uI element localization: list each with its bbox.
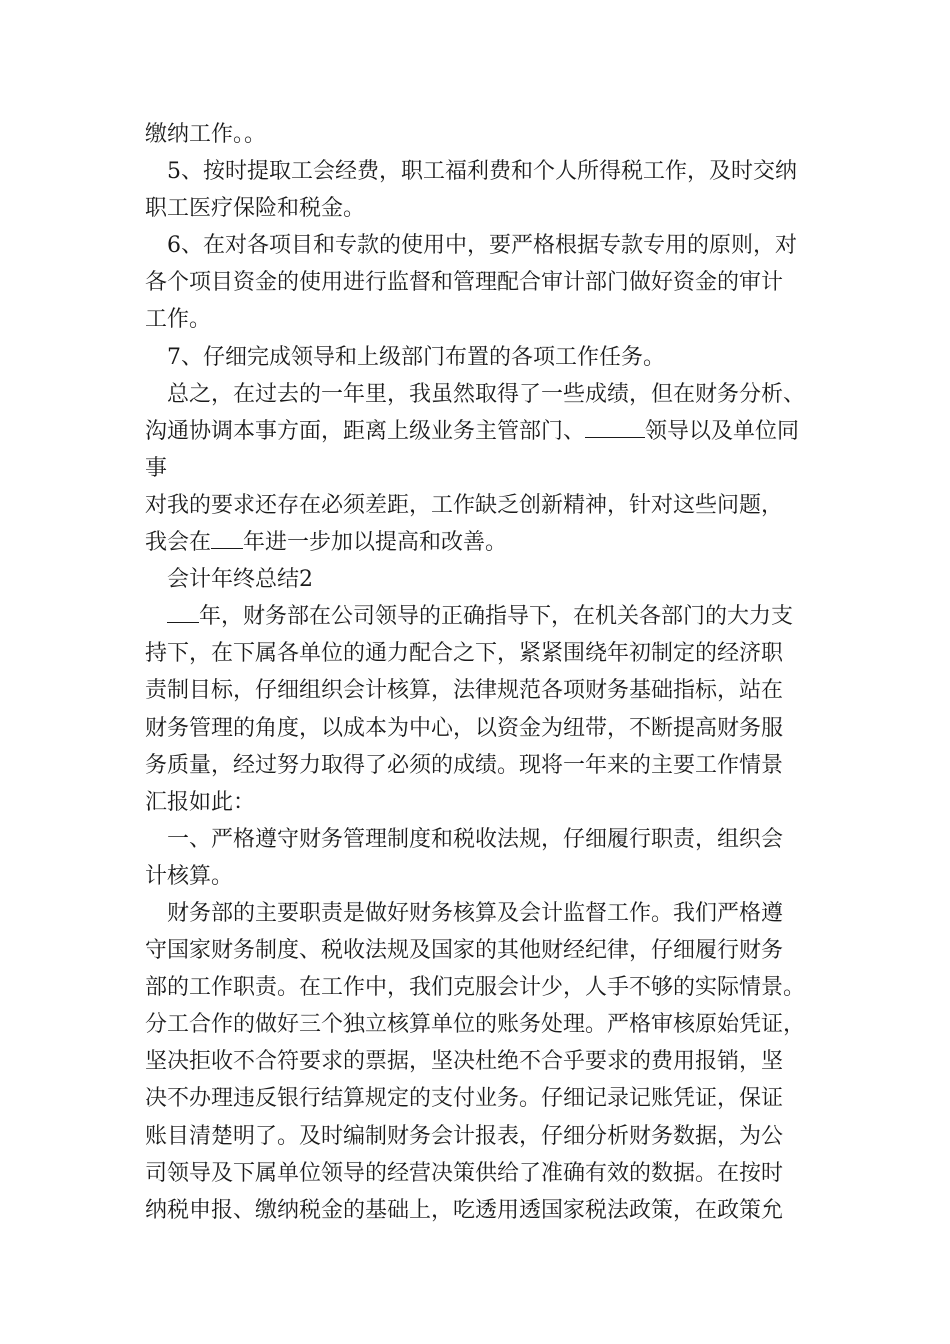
text-line: 纳税申报、缴纳税金的基础上，吃透用透国家税法政策，在政策允 [145,1197,784,1223]
text-line: 各个项目资金的使用进行监督和管理配合审计部门做好资金的审计 [145,270,784,296]
text-segment: 我会在 [145,530,212,556]
text-line: 对我的要求还存在必须差距，工作缺乏创新精神，针对这些问题， [145,492,784,518]
list-item-6: 6、在对各项目和专款的使用中，要严格根据专款专用的原则，对 [167,233,797,259]
fill-in-blank [167,603,199,623]
section-heading: 会计年终总结2 [167,567,313,593]
text-line: 守国家财务制度、税收法规及国家的其他财经纪律，仔细履行财务 [145,938,784,964]
text-segment: 年，财务部在公司领导的正确指导下，在机关各部门的大力支 [199,604,794,630]
fill-in-blank [585,418,645,438]
text-line [145,413,817,487]
text-segment: 沟通协调本事方面，距离上级业务主管部门、 [145,418,586,444]
text-line: 账目清楚明了。及时编制财务会计报表，仔细分析财务数据，为公 [145,1123,784,1149]
text-line: 司领导及下属单位领导的经营决策供给了准确有效的数据。在按时 [145,1160,784,1186]
text-line: 职工医疗保险和税金。 [145,196,366,222]
text-line: 财务管理的角度，以成本为中心，以资金为纽带，不断提高财务服 [145,715,784,741]
fill-in-blank [211,529,243,549]
text-line: 持下，在下属各单位的通力配合之下，紧紧围绕年初制定的经济职 [145,641,784,667]
text-line [145,598,817,635]
summary-paragraph-start: 总之，在过去的一年里，我虽然取得了一些成绩，但在财务分析、 [167,381,806,407]
list-item-7: 7、仔细完成领导和上级部门布置的各项工作任务。 [167,344,665,370]
text-line: 分工合作的做好三个独立核算单位的账务处理。严格审核原始凭证， [145,1012,806,1038]
text-line: 工作。 [145,307,212,333]
list-item-5: 5、按时提取工会经费，职工福利费和个人所得税工作，及时交纳 [167,159,797,185]
text-line: 坚决拒收不合符要求的票据，坚决杜绝不合乎要求的费用报销，坚 [145,1049,784,1075]
text-line: 缴纳工作。。 [145,122,267,147]
text-segment: 年进一步加以提高和改善。 [243,530,508,556]
subsection-heading: 一、严格遵守财务管理制度和税收法规，仔细履行职责，组织会 [167,826,784,852]
text-line: 务质量，经过努力取得了必须的成绩。现将一年来的主要工作情景 [145,752,784,778]
text-line: 计核算。 [145,863,234,889]
text-line: 汇报如此： [145,789,256,815]
text-line [145,524,817,561]
text-line: 财务部的主要职责是做好财务核算及会计监督工作。我们严格遵 [167,900,784,926]
text-line: 决不办理违反银行结算规定的支付业务。仔细记录记账凭证，保证 [145,1086,784,1112]
text-segment: 领导以及单位同事 [145,418,800,481]
text-line: 责制目标，仔细组织会计核算，法律规范各项财务基础指标，站在 [145,678,784,704]
document-body [145,116,817,1229]
text-line: 部的工作职责。在工作中，我们克服会计少，人手不够的实际情景。 [145,975,806,1001]
